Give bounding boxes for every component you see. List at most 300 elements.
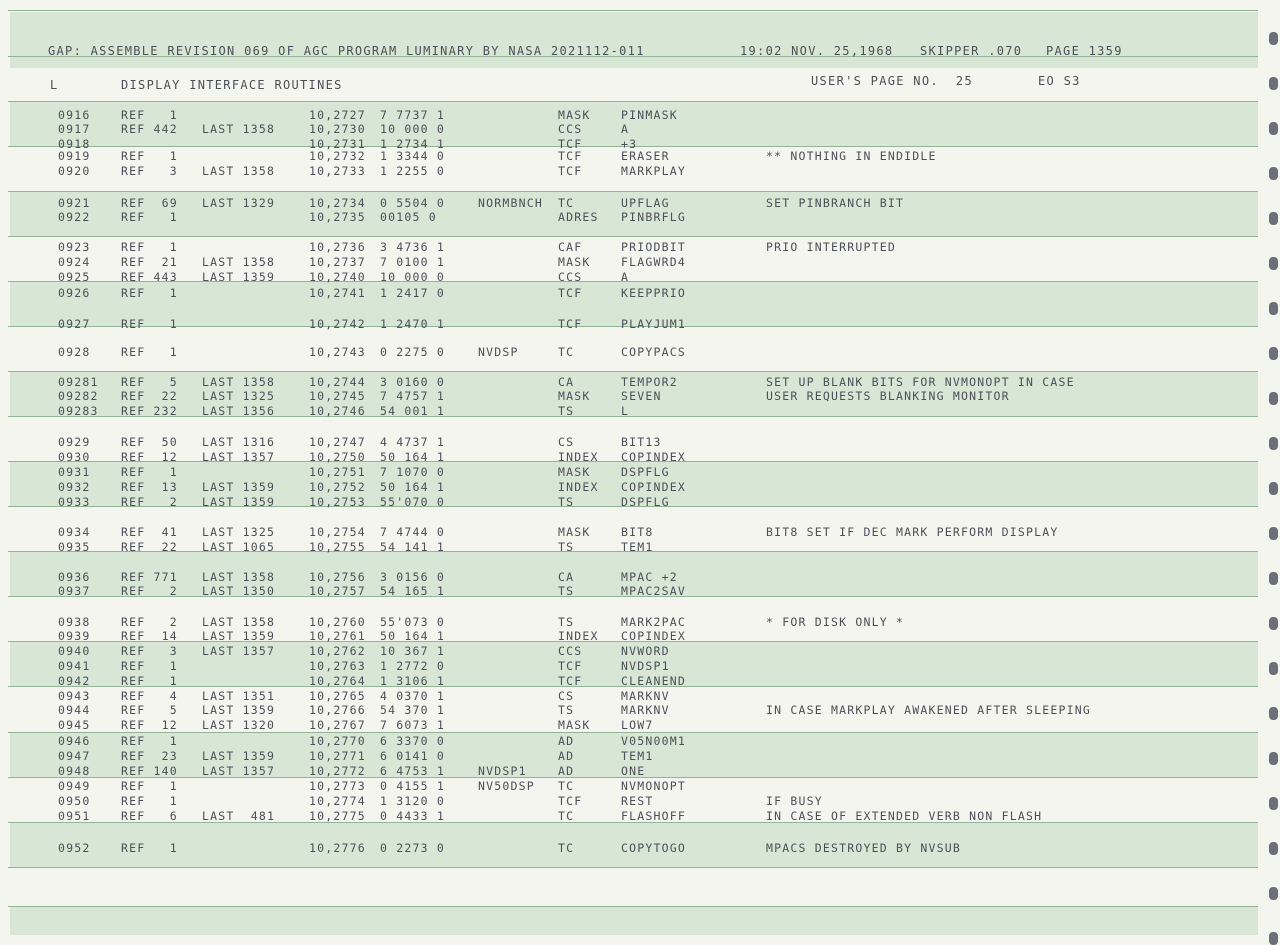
ref-count: REF 13	[121, 480, 178, 494]
ref-count: REF 4	[121, 689, 178, 703]
object-code: 3 0160 0	[380, 375, 445, 389]
label: NORMBNCH	[478, 196, 543, 210]
line-number: 0929	[58, 435, 91, 449]
ref-count: REF 50	[121, 435, 178, 449]
users-page-number: USER'S PAGE NO. 25	[811, 74, 973, 88]
ref-count: REF 1	[121, 841, 178, 855]
ref-count: REF 1	[121, 240, 178, 254]
object-code: 1 2734 1	[380, 137, 445, 151]
last-ref: LAST 1351	[202, 689, 276, 703]
object-code: 7 4757 1	[380, 389, 445, 403]
opcode: INDEX	[558, 629, 599, 643]
line-number: 0951	[58, 809, 91, 823]
line-number: 0945	[58, 718, 91, 732]
ref-count: REF 2	[121, 495, 178, 509]
line-number: 0935	[58, 540, 91, 554]
address: 10,2772	[309, 764, 366, 778]
opcode: TCF	[558, 286, 583, 300]
ref-count: REF 140	[121, 764, 178, 778]
ref-count: REF 22	[121, 540, 178, 554]
operand: NVMONOPT	[621, 779, 686, 793]
operand: PRIODBIT	[621, 240, 686, 254]
rule-line	[8, 10, 1258, 11]
object-code: 6 3370 0	[380, 734, 445, 748]
line-number: 0936	[58, 570, 91, 584]
operand: MARKPLAY	[621, 164, 686, 178]
address: 10,2776	[309, 841, 366, 855]
line-number: 0925	[58, 270, 91, 284]
last-ref: LAST 1325	[202, 389, 276, 403]
line-number: 0946	[58, 734, 91, 748]
address: 10,2731	[309, 137, 366, 151]
opcode: AD	[558, 734, 575, 748]
last-ref: LAST 1357	[202, 644, 276, 658]
address: 10,2745	[309, 389, 366, 403]
ref-count: REF 12	[121, 450, 178, 464]
object-code: 7 0100 1	[380, 255, 445, 269]
last-ref: LAST 1320	[202, 718, 276, 732]
operand: COPINDEX	[621, 629, 686, 643]
line-number: 09282	[58, 389, 99, 403]
operand: ONE	[621, 764, 646, 778]
operand: PINMASK	[621, 108, 678, 122]
address: 10,2742	[309, 317, 366, 331]
address: 10,2727	[309, 108, 366, 122]
skipper-label: SKIPPER .070	[920, 44, 1023, 58]
object-code: 0 2273 0	[380, 841, 445, 855]
object-code: 6 4753 1	[380, 764, 445, 778]
section-letter: L	[50, 78, 59, 92]
opcode: TCF	[558, 794, 583, 808]
opcode: AD	[558, 749, 575, 763]
operand: V05N00M1	[621, 734, 686, 748]
ref-count: REF 1	[121, 674, 178, 688]
operand: PLAYJUM1	[621, 317, 686, 331]
opcode: CCS	[558, 644, 583, 658]
address: 10,2774	[309, 794, 366, 808]
opcode: TCF	[558, 164, 583, 178]
ref-count: REF 5	[121, 703, 178, 717]
ref-count: REF 6	[121, 809, 178, 823]
address: 10,2763	[309, 659, 366, 673]
object-code: 54 370 1	[380, 703, 445, 717]
feed-hole	[1269, 437, 1278, 450]
feed-hole	[1269, 392, 1278, 405]
operand: A	[621, 122, 630, 136]
address: 10,2730	[309, 122, 366, 136]
last-ref: LAST 1065	[202, 540, 276, 554]
operand: TEMPOR2	[621, 375, 678, 389]
line-number: 0948	[58, 764, 91, 778]
object-code: 1 3120 0	[380, 794, 445, 808]
ref-count: REF 3	[121, 644, 178, 658]
address: 10,2753	[309, 495, 366, 509]
ref-count: REF 41	[121, 525, 178, 539]
operand: FLAGWRD4	[621, 255, 686, 269]
address: 10,2770	[309, 734, 366, 748]
feed-hole	[1269, 482, 1278, 495]
opcode: TS	[558, 703, 575, 717]
opcode: TS	[558, 584, 575, 598]
address: 10,2752	[309, 480, 366, 494]
line-number: 0916	[58, 108, 91, 122]
feed-hole	[1269, 887, 1278, 900]
object-code: 7 6073 1	[380, 718, 445, 732]
opcode: MASK	[558, 525, 591, 539]
operand: SEVEN	[621, 389, 662, 403]
operand: BIT13	[621, 435, 662, 449]
operand: TEM1	[621, 540, 654, 554]
section-title: DISPLAY INTERFACE ROUTINES	[121, 78, 343, 92]
rule-line	[8, 416, 1258, 417]
line-number: 0943	[58, 689, 91, 703]
ref-count: REF 12	[121, 718, 178, 732]
object-code: 55'073 0	[380, 615, 445, 629]
line-number: 0940	[58, 644, 91, 658]
line-number: 0921	[58, 196, 91, 210]
ref-count: REF 14	[121, 629, 178, 643]
line-number: 0923	[58, 240, 91, 254]
address: 10,2754	[309, 525, 366, 539]
operand: NVDSP1	[621, 659, 670, 673]
operand: TEM1	[621, 749, 654, 763]
feed-hole	[1269, 842, 1278, 855]
address: 10,2764	[309, 674, 366, 688]
ref-count: REF 1	[121, 317, 178, 331]
ref-count: REF 1	[121, 465, 178, 479]
rule-line	[8, 371, 1258, 372]
feed-hole	[1269, 212, 1278, 225]
opcode: MASK	[558, 389, 591, 403]
opcode: MASK	[558, 255, 591, 269]
address: 10,2767	[309, 718, 366, 732]
rule-line	[8, 732, 1258, 733]
line-number: 0947	[58, 749, 91, 763]
line-number: 0938	[58, 615, 91, 629]
operand: FLASHOFF	[621, 809, 686, 823]
operand: BIT8	[621, 525, 654, 539]
object-code: 4 4737 1	[380, 435, 445, 449]
ref-count: REF 1	[121, 149, 178, 163]
last-ref: LAST 481	[202, 809, 276, 823]
opcode: TCF	[558, 674, 583, 688]
ref-count: REF 22	[121, 389, 178, 403]
operand: DSPFLG	[621, 495, 670, 509]
ref-count: REF 1	[121, 108, 178, 122]
operand: COPYPACS	[621, 345, 686, 359]
address: 10,2732	[309, 149, 366, 163]
line-number: 0920	[58, 164, 91, 178]
address: 10,2733	[309, 164, 366, 178]
ref-count: REF 23	[121, 749, 178, 763]
feed-hole	[1269, 122, 1278, 135]
address: 10,2765	[309, 689, 366, 703]
ref-count: REF 443	[121, 270, 178, 284]
line-number: 09281	[58, 375, 99, 389]
opcode: TC	[558, 196, 575, 210]
object-code: 0 2275 0	[380, 345, 445, 359]
object-code: 7 4744 0	[380, 525, 445, 539]
address: 10,2761	[309, 629, 366, 643]
page-title: GAP: ASSEMBLE REVISION 069 OF AGC PROGRAM LUMINARY BY NASA 2021112-011	[48, 44, 645, 58]
feed-hole	[1269, 752, 1278, 765]
address: 10,2771	[309, 749, 366, 763]
label: NVDSP1	[478, 764, 527, 778]
feed-hole	[1269, 77, 1278, 90]
operand: PINBRFLG	[621, 210, 686, 224]
last-ref: LAST 1359	[202, 495, 276, 509]
ref-count: REF 69	[121, 196, 178, 210]
last-ref: LAST 1350	[202, 584, 276, 598]
greenbar-band	[10, 12, 1258, 68]
line-number: 0939	[58, 629, 91, 643]
ref-count: REF 1	[121, 794, 178, 808]
object-code: 50 164 1	[380, 480, 445, 494]
line-number: 0926	[58, 286, 91, 300]
object-code: 10 367 1	[380, 644, 445, 658]
opcode: CAF	[558, 240, 583, 254]
opcode: CS	[558, 435, 575, 449]
last-ref: LAST 1329	[202, 196, 276, 210]
operand: MARK2PAC	[621, 615, 686, 629]
print-timestamp: 19:02 NOV. 25,1968	[740, 44, 894, 58]
address: 10,2773	[309, 779, 366, 793]
last-ref: LAST 1359	[202, 749, 276, 763]
object-code: 1 2470 1	[380, 317, 445, 331]
address: 10,2736	[309, 240, 366, 254]
opcode: TCF	[558, 317, 583, 331]
last-ref: LAST 1325	[202, 525, 276, 539]
opcode: TS	[558, 404, 575, 418]
object-code: 6 0141 0	[380, 749, 445, 763]
object-code: 3 0156 0	[380, 570, 445, 584]
address: 10,2751	[309, 465, 366, 479]
feed-hole	[1269, 257, 1278, 270]
feed-hole	[1269, 797, 1278, 810]
rule-line	[8, 236, 1258, 237]
line-number: 0930	[58, 450, 91, 464]
ref-count: REF 2	[121, 584, 178, 598]
object-code: 00105 0	[380, 210, 437, 224]
last-ref: LAST 1359	[202, 629, 276, 643]
last-ref: LAST 1357	[202, 764, 276, 778]
greenbar-band	[10, 906, 1258, 935]
address: 10,2757	[309, 584, 366, 598]
comment: SET PINBRANCH BIT	[766, 196, 905, 210]
comment: * FOR DISK ONLY *	[766, 615, 905, 629]
line-number: 0927	[58, 317, 91, 331]
feed-hole	[1269, 572, 1278, 585]
opcode: MASK	[558, 108, 591, 122]
rule-line	[8, 281, 1258, 282]
ref-count: REF 1	[121, 734, 178, 748]
opcode: TC	[558, 841, 575, 855]
address: 10,2744	[309, 375, 366, 389]
line-number: 0924	[58, 255, 91, 269]
comment: BIT8 SET IF DEC MARK PERFORM DISPLAY	[766, 525, 1059, 539]
opcode: INDEX	[558, 450, 599, 464]
last-ref: LAST 1359	[202, 480, 276, 494]
object-code: 1 3344 0	[380, 149, 445, 163]
address: 10,2741	[309, 286, 366, 300]
comment: PRIO INTERRUPTED	[766, 240, 896, 254]
comment: IN CASE MARKPLAY AWAKENED AFTER SLEEPING	[766, 703, 1091, 717]
address: 10,2755	[309, 540, 366, 554]
opcode: MASK	[558, 465, 591, 479]
opcode: TC	[558, 809, 575, 823]
object-code: 54 141 1	[380, 540, 445, 554]
comment: MPACS DESTROYED BY NVSUB	[766, 841, 961, 855]
operand: COPINDEX	[621, 450, 686, 464]
object-code: 4 0370 1	[380, 689, 445, 703]
last-ref: LAST 1358	[202, 570, 276, 584]
address: 10,2762	[309, 644, 366, 658]
object-code: 54 001 1	[380, 404, 445, 418]
line-number: 0919	[58, 149, 91, 163]
ref-count: REF 1	[121, 779, 178, 793]
opcode: CCS	[558, 122, 583, 136]
opcode: TS	[558, 615, 575, 629]
operand: UPFLAG	[621, 196, 670, 210]
object-code: 10 000 0	[380, 122, 445, 136]
line-number: 0941	[58, 659, 91, 673]
opcode: MASK	[558, 718, 591, 732]
comment: IN CASE OF EXTENDED VERB NON FLASH	[766, 809, 1043, 823]
object-code: 50 164 1	[380, 450, 445, 464]
operand: KEEPPRIO	[621, 286, 686, 300]
line-number: 0937	[58, 584, 91, 598]
last-ref: LAST 1358	[202, 375, 276, 389]
last-ref: LAST 1358	[202, 255, 276, 269]
object-code: 7 7737 1	[380, 108, 445, 122]
last-ref: LAST 1358	[202, 164, 276, 178]
address: 10,2760	[309, 615, 366, 629]
address: 10,2775	[309, 809, 366, 823]
address: 10,2746	[309, 404, 366, 418]
line-number: 0950	[58, 794, 91, 808]
ref-count: REF 2	[121, 615, 178, 629]
line-number: 0942	[58, 674, 91, 688]
operand: A	[621, 270, 630, 284]
ref-count: REF 21	[121, 255, 178, 269]
last-ref: LAST 1358	[202, 615, 276, 629]
operand: L	[621, 404, 630, 418]
feed-hole	[1269, 707, 1278, 720]
opcode: TCF	[558, 137, 583, 151]
line-number: 0931	[58, 465, 91, 479]
opcode: TCF	[558, 149, 583, 163]
object-code: 1 2772 0	[380, 659, 445, 673]
last-ref: LAST 1358	[202, 122, 276, 136]
object-code: 0 5504 0	[380, 196, 445, 210]
line-number: 0917	[58, 122, 91, 136]
object-code: 50 164 1	[380, 629, 445, 643]
address: 10,2735	[309, 210, 366, 224]
operand: ERASER	[621, 149, 670, 163]
line-number: 0934	[58, 525, 91, 539]
line-number: 0928	[58, 345, 91, 359]
feed-hole	[1269, 527, 1278, 540]
feed-hole	[1269, 302, 1278, 315]
operand: +3	[621, 137, 638, 151]
operand: COPINDEX	[621, 480, 686, 494]
ref-count: REF 3	[121, 164, 178, 178]
label: NVDSP	[478, 345, 519, 359]
operand: NVWORD	[621, 644, 670, 658]
operand: MPAC +2	[621, 570, 678, 584]
line-number: 0918	[58, 137, 91, 151]
ref-count: REF 232	[121, 404, 178, 418]
comment: IF BUSY	[766, 794, 823, 808]
rule-line	[8, 101, 1258, 102]
eo-code: EO S3	[1038, 74, 1081, 88]
address: 10,2750	[309, 450, 366, 464]
comment: ** NOTHING IN ENDIDLE	[766, 149, 937, 163]
feed-hole	[1269, 32, 1278, 45]
object-code: 1 2417 0	[380, 286, 445, 300]
opcode: CA	[558, 375, 575, 389]
last-ref: LAST 1357	[202, 450, 276, 464]
line-number: 09283	[58, 404, 99, 418]
comment: SET UP BLANK BITS FOR NVMONOPT IN CASE	[766, 375, 1075, 389]
line-number: 0932	[58, 480, 91, 494]
operand: MARKNV	[621, 689, 670, 703]
operand: LOW7	[621, 718, 654, 732]
line-number: 0949	[58, 779, 91, 793]
label: NV50DSP	[478, 779, 535, 793]
feed-hole	[1269, 662, 1278, 675]
ref-count: REF 1	[121, 286, 178, 300]
last-ref: LAST 1359	[202, 270, 276, 284]
opcode: CS	[558, 689, 575, 703]
opcode: TC	[558, 345, 575, 359]
line-number: 0922	[58, 210, 91, 224]
address: 10,2737	[309, 255, 366, 269]
object-code: 7 1070 0	[380, 465, 445, 479]
object-code: 55'070 0	[380, 495, 445, 509]
feed-hole	[1269, 167, 1278, 180]
rule-line	[8, 906, 1258, 907]
line-number: 0952	[58, 841, 91, 855]
address: 10,2747	[309, 435, 366, 449]
object-code: 54 165 1	[380, 584, 445, 598]
ref-count: REF 1	[121, 210, 178, 224]
ref-count: REF 1	[121, 659, 178, 673]
ref-count: REF 442	[121, 122, 178, 136]
address: 10,2756	[309, 570, 366, 584]
object-code: 1 2255 0	[380, 164, 445, 178]
last-ref: LAST 1316	[202, 435, 276, 449]
address: 10,2766	[309, 703, 366, 717]
operand: DSPFLG	[621, 465, 670, 479]
object-code: 3 4736 1	[380, 240, 445, 254]
operand: CLEANEND	[621, 674, 686, 688]
ref-count: REF 5	[121, 375, 178, 389]
opcode: TS	[558, 540, 575, 554]
line-number: 0933	[58, 495, 91, 509]
opcode: AD	[558, 764, 575, 778]
opcode: CA	[558, 570, 575, 584]
object-code: 0 4433 1	[380, 809, 445, 823]
opcode: ADRES	[558, 210, 599, 224]
operand: MPAC2SAV	[621, 584, 686, 598]
opcode: INDEX	[558, 480, 599, 494]
opcode: TC	[558, 779, 575, 793]
operand: MARKNV	[621, 703, 670, 717]
feed-hole	[1269, 617, 1278, 630]
opcode: TS	[558, 495, 575, 509]
rule-line	[8, 191, 1258, 192]
